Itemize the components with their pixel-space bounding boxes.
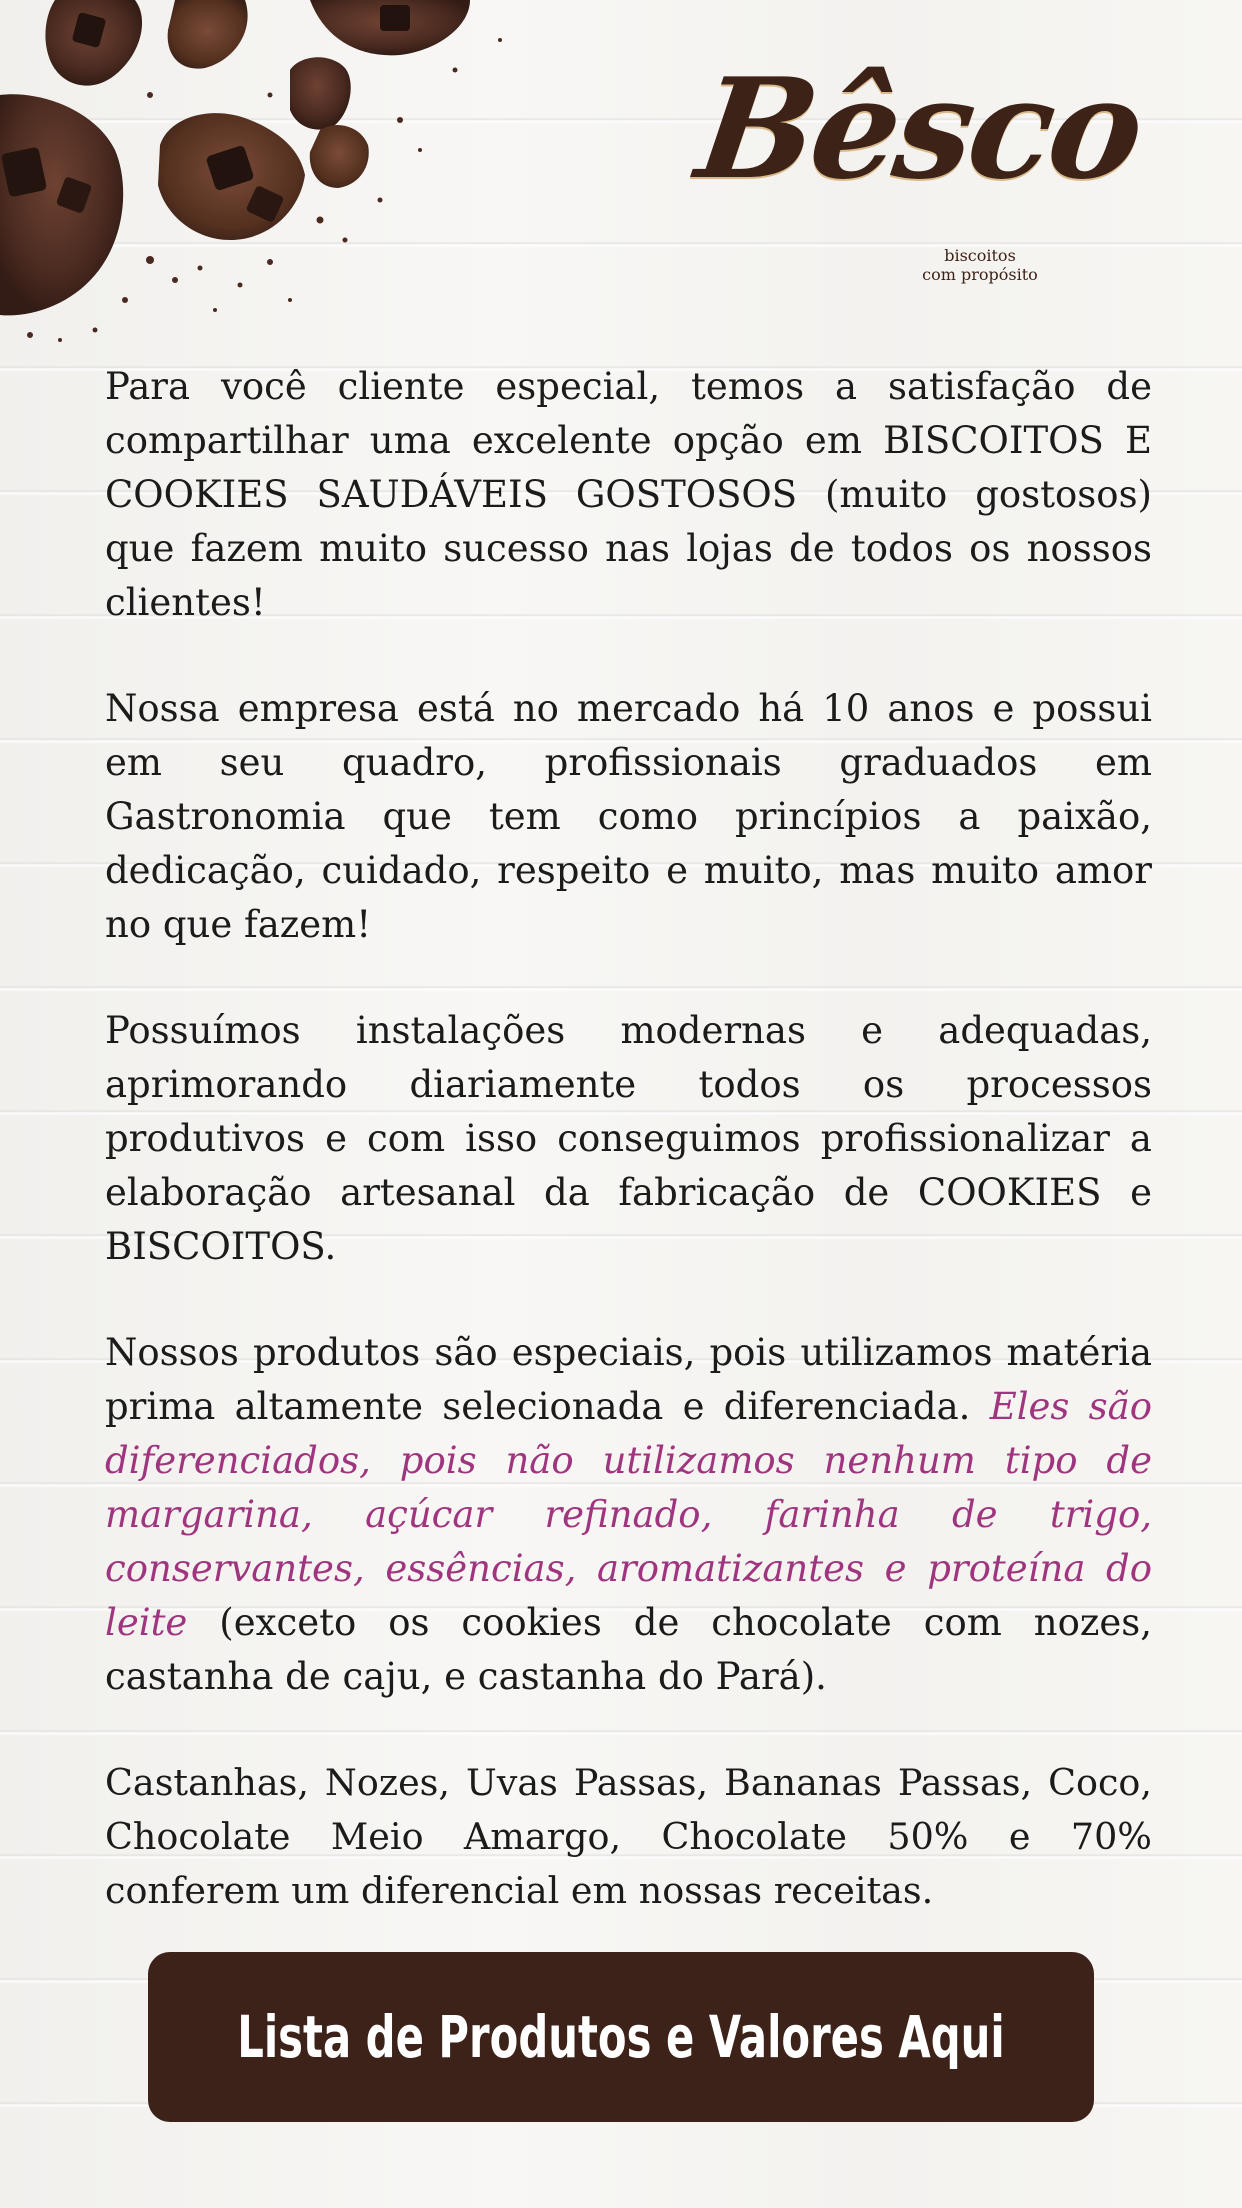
products-paragraph-end: (exceto os cookies de chocolate com nozes, castanha de caju, e castanha do Pará). (105, 1601, 1152, 1698)
products-highlight: Eles são diferenciados, pois não utilizamos nenhum tipo de margarina, açúcar refinado, farinha de trigo, conservantes, essências, aromatizantes e proteína do leite (105, 1385, 1153, 1644)
product-list-button[interactable] (148, 1952, 1094, 2122)
products-paragraph-start: Nossos produtos são especiais, pois utilizamos matéria prima altamente selecionada e diferenciada. (105, 1331, 1152, 1428)
brand-logo (688, 47, 1150, 300)
main-content (105, 360, 1152, 1970)
facilities-paragraph: Possuímos instalações modernas e adequadas, aprimorando diariamente todos os processos produtivos e com isso conseguimos profissionalizar a elaboração artesanal da fabricação de COOKIES e BISCOITOS. (105, 1009, 1152, 1268)
ingredients-paragraph: Castanhas, Nozes, Uvas Passas, Bananas Passas, Coco, Chocolate Meio Amargo, Chocolate 50% e 70% conferem um diferencial em nossas receitas. (105, 1761, 1152, 1912)
brand-tagline-line1: biscoitos (944, 246, 1016, 265)
brand-tagline (900, 246, 1060, 284)
products-paragraph (105, 1326, 1152, 1704)
brand-tagline-line2: com propósito (922, 265, 1038, 284)
brand-logo-name: Bêsco (688, 47, 1150, 210)
cookies-image (0, 0, 560, 360)
intro-paragraph: Para você cliente especial, temos a satisfação de compartilhar uma excelente opção em BISCOITOS E COOKIES SAUDÁVEIS GOSTOSOS (muito gostosos) que fazem muito sucesso nas lojas de todos os nossos clientes! (105, 365, 1152, 624)
company-paragraph: Nossa empresa está no mercado há 10 anos e possui em seu quadro, profissionais graduados em Gastronomia que tem como princípios a paixão, dedicação, cuidado, respeito e muito, mas muito amor no que fazem! (105, 687, 1152, 946)
product-list-button-label: Lista de Produtos e Valores Aqui (237, 2003, 1005, 2071)
